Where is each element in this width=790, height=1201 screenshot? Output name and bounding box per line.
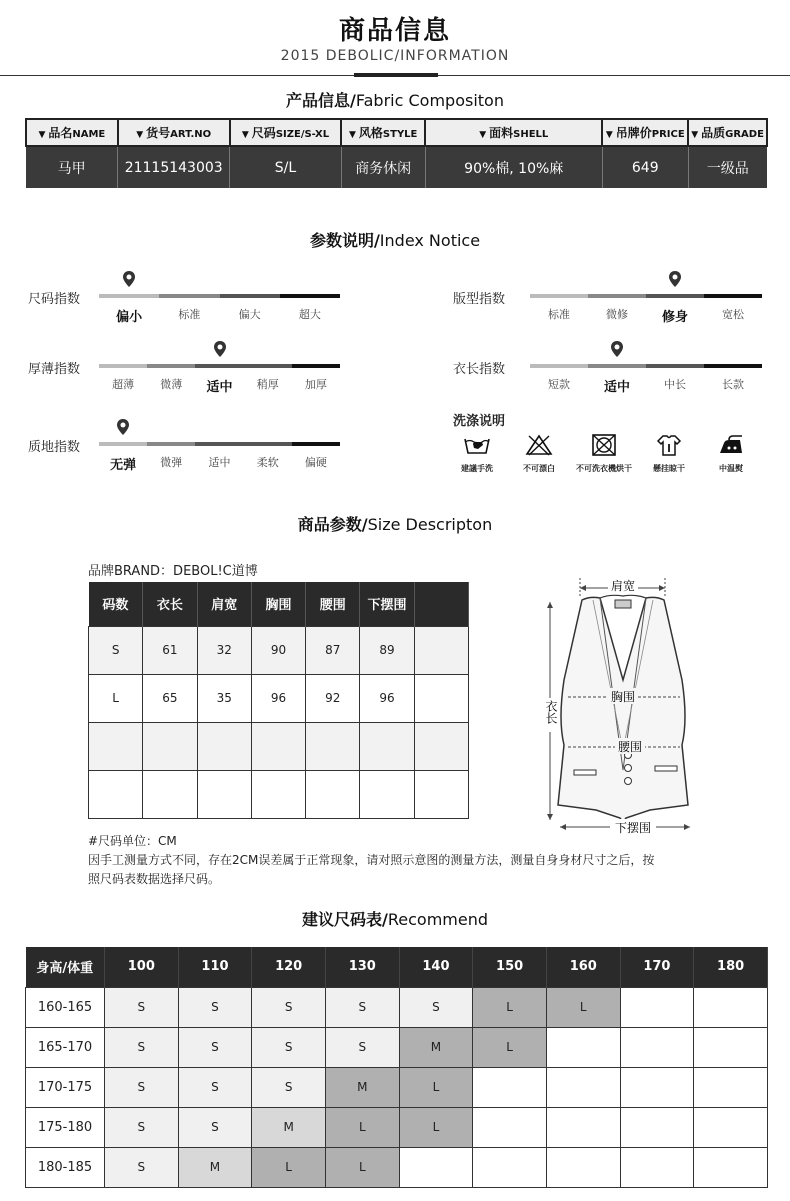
scale-option: 微修 [606,308,628,321]
size-column-header [414,582,468,626]
size-cell [414,674,468,722]
size-cell [306,770,360,818]
height-label: 165-170 [26,1027,105,1067]
size-cell [414,770,468,818]
fabric-column-header: ▼ 吊牌价PRICE [602,119,688,146]
hand-wash-icon [462,433,492,457]
recommend-cell: S [252,987,326,1027]
recommend-cell: S [105,1107,179,1147]
fabric-value: S/L [230,146,342,188]
recommend-cell: L [473,987,547,1027]
fabric-column-header: ▼ 风格STYLE [341,119,425,146]
height-label: 175-180 [26,1107,105,1147]
recommend-table [25,947,768,1188]
divider-accent [354,73,438,77]
location-pin-icon [122,270,136,292]
recommend-cell: S [105,1067,179,1107]
hem-label: 下摆围 [614,821,652,835]
scale-options [99,306,340,325]
size-cell [143,722,197,770]
scale-label: 版型指数 [453,292,506,307]
table-row [26,1107,768,1147]
size-cell [360,722,414,770]
corner-header: 身高/体重 [26,947,105,987]
table-row [26,987,768,1027]
size-cell: L [89,674,143,722]
size-cell [414,722,468,770]
table-row [26,1147,768,1187]
scale-option: 超薄 [112,378,135,391]
recommend-cell: S [105,987,179,1027]
scale-bar [99,364,340,368]
fabric-section-title: 产品信息/Fabric Compositon [286,91,504,110]
size-column-header: 胸围 [251,582,305,626]
recommend-cell: S [178,1107,252,1147]
size-cell: 89 [360,626,414,674]
recommend-cell: L [399,1067,473,1107]
scale-bar [530,294,762,298]
recommend-cell: M [399,1027,473,1067]
size-cell: S [89,626,143,674]
recommend-cell: L [325,1107,399,1147]
scale-option: 适中 [603,380,630,395]
recommend-cell [399,1147,473,1187]
wash-item: 建議手洗 [446,433,508,474]
height-label: 180-185 [26,1147,105,1187]
unit-note: #尺码单位：CM [88,834,177,848]
scale-option: 超大 [298,308,321,321]
wash-item: 懸挂晾干 [638,433,700,474]
weight-header: 120 [252,947,326,987]
recommend-cell [694,1027,768,1067]
recommend-cell [473,1067,547,1107]
wash-item: 不可漂白 [508,433,570,474]
fabric-column-header: ▼ 货号ART.NO [118,119,230,146]
weight-header: 170 [620,947,694,987]
scale-option: 标准 [548,308,570,321]
scale-option: 宽松 [722,308,744,321]
recommend-cell: M [325,1067,399,1107]
recommend-cell [620,1107,694,1147]
recommend-cell: L [252,1147,326,1187]
scale-options [530,306,762,325]
wash-item: 不可洗衣機烘干 [570,433,638,474]
triangle-down-icon: ▼ [348,130,356,140]
weight-header: 100 [105,947,179,987]
no-tumble-dry-icon [589,433,619,457]
recommend-cell [473,1147,547,1187]
scale-option: 偏大 [238,308,261,321]
wash-title: 洗涤说明 [453,414,506,429]
scale-option: 偏硬 [304,456,327,469]
triangle-down-icon: ▼ [136,130,144,140]
recommend-cell [694,1107,768,1147]
recommend-cell [546,1107,620,1147]
weight-header: 180 [694,947,768,987]
recommend-cell: S [252,1067,326,1107]
fabric-column-header: ▼ 尺码SIZE/S-XL [230,119,342,146]
hang-dry-icon [654,433,684,457]
size-cell [89,722,143,770]
medium-iron-icon [716,433,746,457]
scale-option: 中长 [664,378,686,391]
triangle-down-icon: ▼ [38,130,46,140]
wash-item: 中温熨 [700,433,762,474]
wash-instructions [446,433,762,474]
waist-label: 腰围 [617,740,643,754]
weight-header: 140 [399,947,473,987]
fabric-value: 21115143003 [118,146,230,188]
weight-header: 160 [546,947,620,987]
fabric-column-header: ▼ 品名NAME [26,119,118,146]
index-section-title: 参数说明/Index Notice [309,231,481,250]
recommend-cell [620,1067,694,1107]
weight-header: 150 [473,947,547,987]
recommend-cell: S [105,1147,179,1187]
recommend-cell: S [178,1027,252,1067]
recommend-cell [620,1027,694,1067]
recommend-cell: L [325,1147,399,1187]
scale-options [99,454,340,473]
recommend-cell: S [325,987,399,1027]
location-pin-icon [610,340,624,362]
scale-option: 标准 [178,308,201,321]
no-bleach-icon [524,433,554,457]
size-cell: 65 [143,674,197,722]
weight-header: 130 [325,947,399,987]
size-column-header: 衣长 [143,582,197,626]
recommend-cell: S [178,987,252,1027]
recommend-cell [473,1107,547,1147]
triangle-down-icon: ▼ [479,130,487,140]
page-title: 商品信息 [338,16,451,46]
table-row [26,1027,768,1067]
location-pin-icon [213,340,227,362]
scale-option: 偏小 [116,310,143,325]
location-pin-icon [668,270,682,292]
scale-option: 短款 [548,378,570,391]
page-subtitle: 2015 DEBOLIC/INFORMATION [280,48,510,64]
size-section-title: 商品参数/Size Descripton [297,515,493,534]
scale-bar [99,294,340,298]
recommend-cell: M [178,1147,252,1187]
size-cell [306,722,360,770]
scale-option: 微弹 [160,456,183,469]
size-cell: 92 [306,674,360,722]
recommend-cell: M [252,1107,326,1147]
size-cell [251,770,305,818]
recommend-cell [546,1027,620,1067]
scale-option: 稍厚 [256,378,279,391]
scale-options [530,376,762,395]
scale-option: 柔软 [256,456,279,469]
recommend-cell: S [105,1027,179,1067]
size-cell [414,626,468,674]
fabric-value: 649 [602,146,688,188]
fabric-column-header: ▼ 面料SHELL [425,119,602,146]
scale-option: 适中 [208,456,231,469]
scale-label: 厚薄指数 [28,362,81,377]
recommend-cell: L [546,987,620,1027]
scale-bar [530,364,762,368]
scale-option: 修身 [661,310,688,325]
location-pin-icon [116,418,130,440]
recommend-cell [620,987,694,1027]
recommend-cell: L [399,1107,473,1147]
fabric-table [25,118,768,188]
recommend-cell: S [178,1067,252,1107]
scale-bar [99,442,340,446]
size-cell [89,770,143,818]
recommend-cell [694,1147,768,1187]
size-cell [197,722,251,770]
triangle-down-icon: ▼ [241,130,249,140]
size-cell [360,770,414,818]
scale-label: 尺码指数 [28,292,81,307]
size-cell: 96 [251,674,305,722]
height-label: 170-175 [26,1067,105,1107]
recommend-cell: S [325,1027,399,1067]
height-label: 160-165 [26,987,105,1027]
size-column-header: 肩宽 [197,582,251,626]
recommend-cell: L [473,1027,547,1067]
table-row [89,722,469,770]
table-row [26,1067,768,1107]
size-column-header: 码数 [89,582,143,626]
size-cell: 87 [306,626,360,674]
weight-header: 110 [178,947,252,987]
recommend-cell: S [252,1027,326,1067]
scale-label: 衣长指数 [453,362,506,377]
fabric-column-header: ▼ 品质GRADE [688,119,767,146]
chest-label: 胸围 [610,690,636,704]
recommend-cell [694,987,768,1027]
fabric-value: 马甲 [26,146,118,188]
recommend-cell [694,1067,768,1107]
size-column-header: 下摆围 [360,582,414,626]
scale-label: 质地指数 [28,440,81,455]
size-cell: 32 [197,626,251,674]
scale-option: 无弹 [110,458,137,473]
size-cell [143,770,197,818]
size-table [88,582,469,819]
scale-option: 加厚 [304,378,327,391]
triangle-down-icon: ▼ [605,130,613,140]
size-cell [251,722,305,770]
fabric-value: 90%棉, 10%麻 [425,146,602,188]
table-row [89,626,469,674]
scale-option: 微薄 [160,378,183,391]
table-row [89,674,469,722]
triangle-down-icon: ▼ [691,130,699,140]
brand-label: 品牌BRAND：DEBOL!C道博 [88,564,258,579]
size-cell: 96 [360,674,414,722]
size-cell: 35 [197,674,251,722]
scale-options [99,376,340,395]
table-row [89,770,469,818]
recommend-section-title: 建议尺码表/Recommend [302,910,488,929]
vest-diagram [530,570,720,840]
size-cell [197,770,251,818]
size-cell: 90 [251,626,305,674]
recommend-cell [546,1067,620,1107]
fabric-value: 一级品 [688,146,767,188]
measure-note-2: 照尺码表数据选择尺码。 [88,872,221,886]
size-column-header: 腰围 [306,582,360,626]
recommend-cell [546,1147,620,1187]
recommend-cell [620,1147,694,1187]
measure-note: 因手工测量方式不同，存在2CM误差属于正常现象，请对照示意图的测量方法，测量自身身材尺寸之后，按 [88,853,655,867]
recommend-cell: S [399,987,473,1027]
fabric-value: 商务休闲 [341,146,425,188]
size-cell: 61 [143,626,197,674]
shoulder-label: 肩宽 [610,579,636,593]
scale-option: 适中 [206,380,233,395]
scale-option: 长款 [722,378,744,391]
length-label: 衣长 [544,700,558,724]
